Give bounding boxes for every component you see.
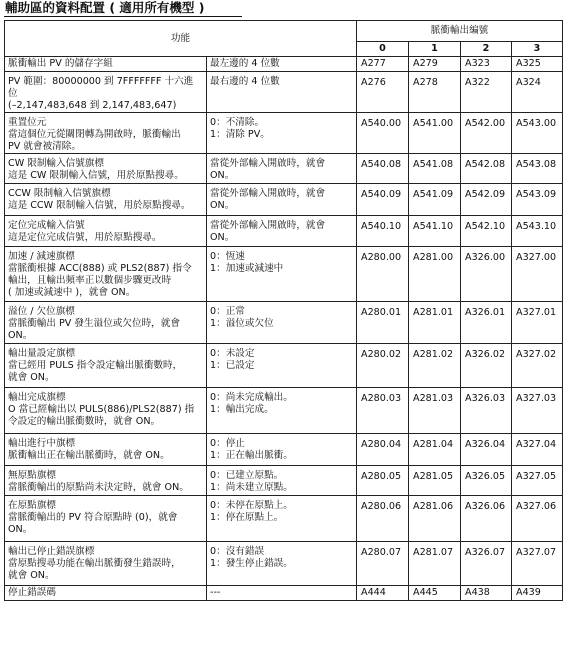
value-description: --- [210, 587, 221, 598]
address-cell-ch0: A540.09 [357, 184, 409, 216]
table-row [5, 113, 563, 154]
value-description: 1：加速或減速中 [210, 263, 284, 274]
function-name: 輸出量設定旗標 [8, 348, 76, 359]
function-description: 令設定的輸出脈衝數時，就會 ON。 [8, 416, 161, 427]
address-cell-ch2: A326.07 [461, 542, 512, 586]
function-description: ON。 [8, 524, 33, 535]
address-cell-ch0: A280.00 [357, 247, 409, 302]
value-description-cell [207, 388, 357, 434]
value-description-cell [207, 542, 357, 586]
value-description-cell [207, 496, 357, 542]
function-cell [5, 216, 207, 247]
function-cell [5, 344, 207, 388]
page-title: 輔助區的資料配置 ( 適用所有機型 ) [5, 0, 205, 15]
function-cell [5, 113, 207, 154]
function-name: CW 限制輸入信號旗標 [8, 158, 104, 169]
address-cell-ch0: A277 [357, 57, 409, 72]
address-cell-ch1: A281.01 [409, 302, 461, 344]
address-cell-ch0: A280.02 [357, 344, 409, 388]
address-cell-ch1: A281.00 [409, 247, 461, 302]
table-row [5, 184, 563, 216]
address-cell-ch2: A326.02 [461, 344, 512, 388]
value-description-cell [207, 434, 357, 466]
value-description: 0：沒有錯誤 [210, 546, 265, 557]
value-description: ON。 [210, 200, 235, 211]
value-description-cell [207, 247, 357, 302]
address-cell-ch1: A281.03 [409, 388, 461, 434]
value-description: 最左邊的 4 位數 [210, 58, 280, 69]
value-description: 最右邊的 4 位數 [210, 76, 280, 87]
address-cell-ch3: A439 [512, 586, 563, 601]
address-cell-ch2: A326.03 [461, 388, 512, 434]
address-cell-ch2: A326.06 [461, 496, 512, 542]
header-channel-1: 1 [409, 42, 461, 57]
address-cell-ch3: A543.10 [512, 216, 563, 247]
address-cell-ch3: A325 [512, 57, 563, 72]
function-name: 脈衝輸出 PV 的儲存字組 [8, 58, 113, 69]
address-cell-ch1: A281.07 [409, 542, 461, 586]
value-description: 1：輸出完成。 [210, 404, 274, 415]
header-function: 功能 [5, 21, 357, 57]
function-description: PV 就會被清除。 [8, 141, 81, 152]
address-cell-ch3: A324 [512, 72, 563, 113]
address-cell-ch1: A541.08 [409, 154, 461, 184]
value-description: 當從外部輸入開啟時，就會 [210, 220, 326, 231]
address-cell-ch1: A279 [409, 57, 461, 72]
function-description: 位 [8, 88, 18, 99]
address-cell-ch3: A327.07 [512, 542, 563, 586]
title-underline [4, 16, 242, 17]
address-cell-ch3: A543.09 [512, 184, 563, 216]
address-cell-ch3: A327.05 [512, 466, 563, 496]
function-cell [5, 184, 207, 216]
address-cell-ch3: A327.00 [512, 247, 563, 302]
address-cell-ch2: A542.00 [461, 113, 512, 154]
address-cell-ch1: A278 [409, 72, 461, 113]
function-name: 輸出進行中旗標 [8, 438, 76, 449]
table-row [5, 216, 563, 247]
function-name: 輸出完成旗標 [8, 392, 66, 403]
table-row [5, 388, 563, 434]
address-cell-ch3: A543.08 [512, 154, 563, 184]
function-description: O 當已經輸出以 PULS(886)/PLS2(887) 指 [8, 404, 195, 415]
value-description-cell [207, 302, 357, 344]
value-description-cell [207, 344, 357, 388]
function-cell [5, 434, 207, 466]
function-name: PV 範圍：80000000 到 7FFFFFFF 十六進 [8, 76, 194, 87]
value-description: 1：發生停止錯誤。 [210, 558, 293, 569]
function-description: 當脈衝輸出的 PV 符合原點時 (0)，就會 [8, 512, 178, 523]
function-cell [5, 72, 207, 113]
function-cell [5, 388, 207, 434]
function-description: 輸出，且輸出頻率正以數個步驟更改時 [8, 275, 172, 286]
header-pulse-output-number: 脈衝輸出編號 [357, 21, 563, 42]
function-description: ( 加速或減速中 )，就會 ON。 [8, 287, 136, 298]
address-cell-ch3: A543.00 [512, 113, 563, 154]
address-cell-ch1: A541.10 [409, 216, 461, 247]
address-cell-ch2: A542.10 [461, 216, 512, 247]
table-row [5, 247, 563, 302]
value-description: 當從外部輸入開啟時，就會 [210, 188, 326, 199]
header-channel-3: 3 [512, 42, 563, 57]
function-name: CCW 限制輸入信號旗標 [8, 188, 111, 199]
address-cell-ch1: A281.04 [409, 434, 461, 466]
function-cell [5, 302, 207, 344]
value-description: 1：尚未建立原點。 [210, 482, 293, 493]
function-cell [5, 247, 207, 302]
function-description: (–2,147,483,648 到 2,147,483,647) [8, 100, 177, 111]
address-cell-ch1: A445 [409, 586, 461, 601]
table-row [5, 466, 563, 496]
table-row [5, 57, 563, 72]
address-cell-ch0: A280.04 [357, 434, 409, 466]
address-cell-ch2: A438 [461, 586, 512, 601]
function-description: 這是 CCW 限制輸入信號，用於原點搜尋。 [8, 200, 191, 211]
function-name: 加速 / 減速旗標 [8, 251, 75, 262]
function-description: 當已經用 PULS 指令設定輸出脈衝數時， [8, 360, 183, 371]
address-cell-ch0: A280.06 [357, 496, 409, 542]
value-description: 0：尚未完成輸出。 [210, 392, 293, 403]
address-cell-ch3: A327.03 [512, 388, 563, 434]
value-description: 1：溢位或欠位 [210, 318, 274, 329]
function-description: 就會 ON。 [8, 570, 55, 581]
value-description: 0：未設定 [210, 348, 255, 359]
value-description: 1：正在輸出脈衝。 [210, 450, 293, 461]
value-description: 0：恆速 [210, 251, 245, 262]
value-description: 0：不清除。 [210, 117, 265, 128]
address-cell-ch0: A540.00 [357, 113, 409, 154]
address-cell-ch2: A542.09 [461, 184, 512, 216]
function-description: 當脈衝輸出 PV 發生溢位或欠位時，就會 [8, 318, 180, 329]
value-description-cell [207, 184, 357, 216]
address-cell-ch2: A326.00 [461, 247, 512, 302]
address-cell-ch0: A280.07 [357, 542, 409, 586]
function-name: 停止錯誤碼 [8, 587, 56, 598]
function-cell [5, 586, 207, 601]
address-cell-ch0: A444 [357, 586, 409, 601]
function-cell [5, 542, 207, 586]
address-cell-ch1: A541.00 [409, 113, 461, 154]
address-cell-ch3: A327.02 [512, 344, 563, 388]
function-cell [5, 57, 207, 72]
value-description: 0：已建立原點。 [210, 470, 284, 481]
table-row [5, 586, 563, 601]
function-name: 無原點旗標 [8, 470, 56, 481]
address-cell-ch2: A322 [461, 72, 512, 113]
header-channel-0: 0 [357, 42, 409, 57]
table-row [5, 72, 563, 113]
auxiliary-area-table [4, 20, 563, 601]
function-description: 就會 ON。 [8, 372, 55, 383]
function-name: 在原點旗標 [8, 500, 56, 511]
function-name: 重置位元 [8, 117, 47, 128]
value-description: 1：清除 PV。 [210, 129, 270, 140]
table-row [5, 154, 563, 184]
address-cell-ch0: A540.08 [357, 154, 409, 184]
table-row [5, 344, 563, 388]
table-body [5, 57, 563, 601]
function-cell [5, 466, 207, 496]
value-description: 0：停止 [210, 438, 245, 449]
function-description: 當這個位元從關閉轉為開啟時，脈衝輸出 [8, 129, 181, 140]
address-cell-ch0: A280.01 [357, 302, 409, 344]
table-row [5, 302, 563, 344]
value-description-cell [207, 216, 357, 247]
value-description: 1：已設定 [210, 360, 255, 371]
address-cell-ch2: A326.04 [461, 434, 512, 466]
address-cell-ch1: A281.05 [409, 466, 461, 496]
address-cell-ch0: A280.05 [357, 466, 409, 496]
address-cell-ch1: A541.09 [409, 184, 461, 216]
address-cell-ch3: A327.01 [512, 302, 563, 344]
value-description: ON。 [210, 170, 235, 181]
function-cell [5, 496, 207, 542]
value-description: ON。 [210, 232, 235, 243]
address-cell-ch2: A326.05 [461, 466, 512, 496]
address-cell-ch0: A280.03 [357, 388, 409, 434]
function-name: 輸出已停止錯誤旗標 [8, 546, 95, 557]
address-cell-ch3: A327.04 [512, 434, 563, 466]
address-cell-ch1: A281.06 [409, 496, 461, 542]
value-description: 0：正常 [210, 306, 245, 317]
function-description: 脈衝輸出正在輸出脈衝時，就會 ON。 [8, 450, 170, 461]
function-description: ON。 [8, 330, 33, 341]
value-description: 當從外部輸入開啟時，就會 [210, 158, 326, 169]
value-description-cell [207, 113, 357, 154]
function-description: 當脈衝輸出的原點尚未決定時，就會 ON。 [8, 482, 189, 493]
value-description: 0：未停在原點上。 [210, 500, 293, 511]
header-channel-2: 2 [461, 42, 512, 57]
value-description-cell [207, 586, 357, 601]
function-description: 這是 CW 限制輸入信號，用於原點搜尋。 [8, 170, 184, 181]
address-cell-ch2: A323 [461, 57, 512, 72]
function-description: 當脈衝根據 ACC(888) 或 PLS2(887) 指令 [8, 263, 192, 274]
table-row [5, 496, 563, 542]
address-cell-ch1: A281.02 [409, 344, 461, 388]
value-description-cell [207, 72, 357, 113]
function-name: 溢位 / 欠位旗標 [8, 306, 75, 317]
address-cell-ch2: A326.01 [461, 302, 512, 344]
function-description: 當原點搜尋功能在輸出脈衝發生錯誤時， [8, 558, 181, 569]
function-name: 定位完成輸入信號 [8, 220, 85, 231]
address-cell-ch2: A542.08 [461, 154, 512, 184]
table-row [5, 542, 563, 586]
value-description-cell [207, 57, 357, 72]
address-cell-ch3: A327.06 [512, 496, 563, 542]
address-cell-ch0: A540.10 [357, 216, 409, 247]
function-description: 這是定位完成信號，用於原點搜尋。 [8, 232, 162, 243]
address-cell-ch0: A276 [357, 72, 409, 113]
value-description-cell [207, 466, 357, 496]
value-description-cell [207, 154, 357, 184]
table-row [5, 434, 563, 466]
value-description: 1：停在原點上。 [210, 512, 284, 523]
function-cell [5, 154, 207, 184]
